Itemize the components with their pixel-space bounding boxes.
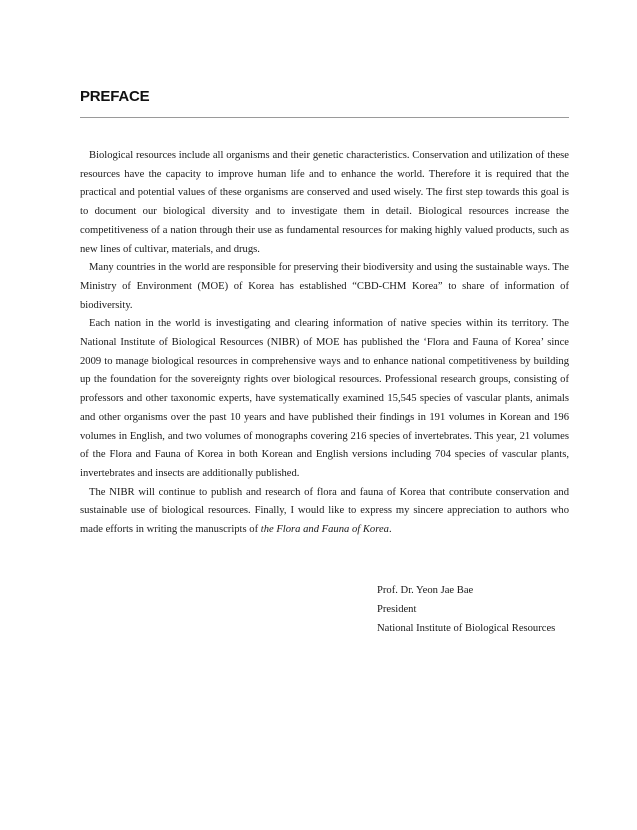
paragraph-4-text: The NIBR will continue to publish and research of flora and fauna of Korea that contribute conservation and sustainable use of biological resources. Finally, I would like to express my sincere appreciation to authors who made efforts in writing the manuscripts of [80,486,569,536]
paragraph-3: Each nation in the world is investigating and clearing information of native species within its territory. The National Institute of Biological Resources (NIBR) of MOE has published the ‘Flora and Fauna of Korea’ since 2009 to manage biological resources in comprehensive ways and to enhance national competitiveness by building up the foundation for the sovereignty rights over biological resources. Professional research groups, consisting of professors and other taxonomic experts, have systematically examined 15,545 species of vascular plants, animals and other organisms over the past 10 years and have published their findings in 191 volumes in Korean and 196 volumes in English, and two volumes of monographs covering 216 species of invertebrates. This year, 21 volumes of the Flora and Fauna of Korea in both Korean and English versions including 704 species of vascular plants, invertebrates and insects are additionally published. [80,318,569,479]
preface-page [80,0,569,830]
paragraph-4 [80,484,569,540]
heading-divider [80,117,569,118]
paragraph-2: Many countries in the world are responsible for preserving their biodiversity and using the sustainable ways. The Ministry of Environment (MOE) of Korea has established “CBD-CHM Korea” to share of information of biodiversity. [80,262,569,311]
signatory-organization: National Institute of Biological Resources [377,623,556,634]
preface-body [80,147,569,540]
paragraph-4-end: . [388,524,392,536]
signatory-name: Prof. Dr. Yeon Jae Bae [377,585,474,596]
publication-title: the Flora and Fauna of Korea [260,524,389,536]
paragraph-1: Biological resources include all organisms and their genetic characteristics. Conservation and utilization of these resources have the capacity to improve human life and to enhance the world. Therefore it is required that the practical and potential values of these organisms are conserved and used wisely. The first step towards this goal is to document our biological diversity and to investigate them in detail. Biological resources increase the competitiveness of a nation through their use as fundamental resources for making highly valued products, such as new lines of cultivar, materials, and drugs. [80,150,569,255]
signatory-title: President [377,604,417,615]
signature-block [377,581,555,638]
page-title: PREFACE [80,88,150,105]
